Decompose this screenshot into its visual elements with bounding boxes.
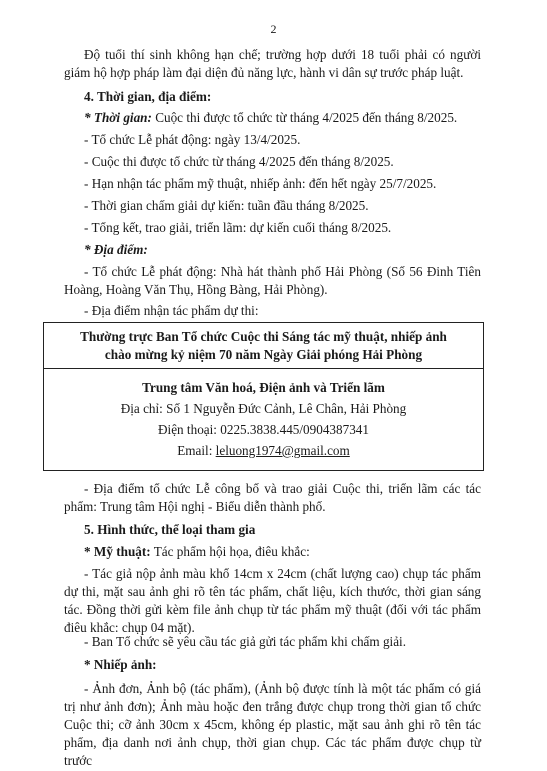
photo-label: * Nhiếp ảnh: <box>84 657 157 672</box>
receive-place: - Địa điểm nhận tác phẩm dự thi: <box>84 303 259 318</box>
contact-box-body <box>44 369 483 461</box>
schedule-item-2: - Cuộc thi được tổ chức từ tháng 4/2025 đến tháng 8/2025. <box>84 154 394 169</box>
time-line <box>64 109 481 127</box>
box-title-line-2: chào mừng kỷ niệm 70 năm Ngày Giải phóng Hải Phòng <box>104 347 423 362</box>
schedule-item-3: - Hạn nhận tác phẩm mỹ thuật, nhiếp ảnh: đến hết ngày 25/7/2025. <box>84 176 437 191</box>
art-line <box>64 543 481 561</box>
section-5-heading: 5. Hình thức, thể loại tham gia <box>84 522 256 537</box>
art-label: * Mỹ thuật: <box>84 544 151 559</box>
announce-place: - Địa điểm tổ chức Lễ công bố và trao giải Cuộc thi, triển lãm các tác phẩm: Trung tâm Hội nghị - Biểu diễn thành phố. <box>64 481 481 514</box>
place-label: * Địa điểm: <box>84 242 148 257</box>
art-item-2: - Ban Tổ chức sẽ yêu cầu tác giả gửi tác phẩm khi chấm giải. <box>84 634 407 649</box>
organization-name: Trung tâm Văn hoá, Điện ảnh và Triển lãm <box>142 380 385 395</box>
launch-place: - Tổ chức Lễ phát động: Nhà hát thành phố Hải Phòng (Số 56 Đinh Tiên Hoàng, Hoàng Văn Thụ, Hồng Bàng, Hải Phòng). <box>64 264 481 297</box>
contact-box-header <box>44 323 483 369</box>
photo-item-1: - Ảnh đơn, Ảnh bộ (tác phẩm), (Ảnh bộ được tính là một tác phẩm có giá trị như ảnh đơn); Ảnh màu hoặc đen trắng được chụp trong thời gian tổ chức Cuộc thi; cỡ ảnh 30cm x 45cm, không ép plastic, mặt sau ảnh ghi rõ tên tác phẩm, địa danh nơi ảnh chụp, thời gian chụp. Các tác phẩm được chụp từ trước <box>64 681 481 768</box>
phone: Điện thoại: 0225.3838.445/0904387341 <box>158 422 369 437</box>
art-text: Tác phẩm hội họa, điêu khắc: <box>150 544 310 559</box>
schedule-item-1: - Tổ chức Lễ phát động: ngày 13/4/2025. <box>84 132 301 147</box>
address: Địa chỉ: Số 1 Nguyễn Đức Cảnh, Lê Chân, Hải Phòng <box>120 401 407 416</box>
box-title-line-1: Thường trực Ban Tổ chức Cuộc thi Sáng tác mỹ thuật, nhiếp ảnh <box>80 329 447 344</box>
email-line <box>44 440 483 461</box>
schedule-item-5: - Tổng kết, trao giải, triển lãm: dự kiến cuối tháng 8/2025. <box>84 220 392 235</box>
contact-box <box>43 322 484 471</box>
art-item-1: - Tác giả nộp ảnh màu khổ 14cm x 24cm (chất lượng cao) chụp tác phẩm dự thi, mặt sau ảnh ghi rõ tên tác phẩm, chất liệu, kích thước, thời gian sáng tác. Đồng thời gửi kèm file ảnh chụp từ tác phẩm mỹ thuật (đối với tác phẩm điêu khắc: chụp 04 mặt). <box>64 566 481 635</box>
email-link[interactable]: leluong1974@gmail.com <box>215 443 350 458</box>
time-text: Cuộc thi được tổ chức từ tháng 4/2025 đến tháng 8/2025. <box>151 110 458 125</box>
intro-paragraph: Độ tuổi thí sinh không hạn chế; trường hợp dưới 18 tuổi phải có người giám hộ hợp pháp làm đại diện đủ năng lực, hành vi dân sự trước pháp luật. <box>64 47 481 80</box>
time-label: * Thời gian: <box>84 110 152 125</box>
schedule-item-4: - Thời gian chấm giải dự kiến: tuần đầu tháng 8/2025. <box>84 198 369 213</box>
page-number: 2 <box>270 22 277 36</box>
email-label: Email: <box>177 443 216 458</box>
section-4-heading: 4. Thời gian, địa điểm: <box>84 89 212 104</box>
